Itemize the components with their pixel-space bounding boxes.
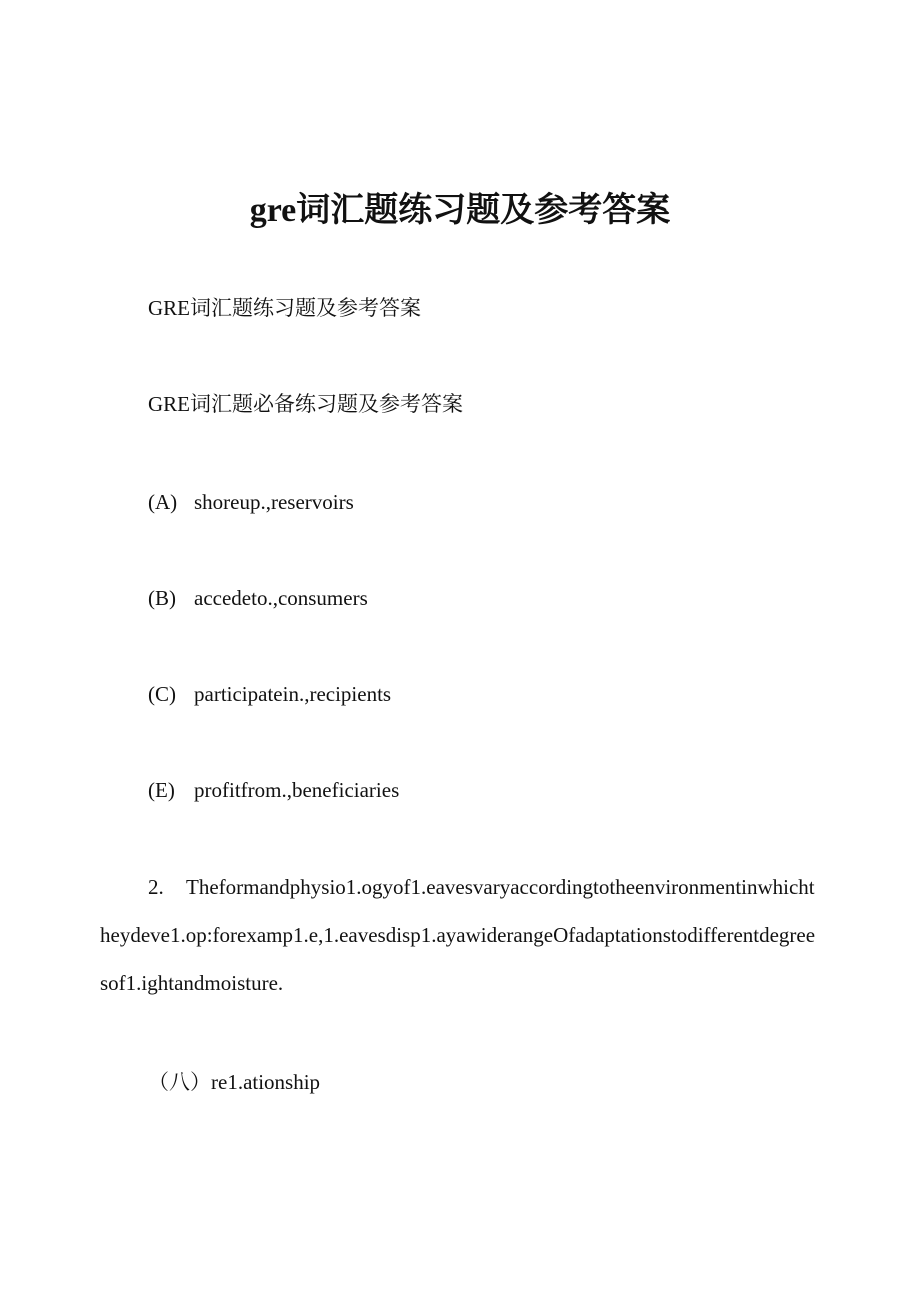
subtitle-line-2: GRE词汇题必备练习题及参考答案 <box>148 392 463 416</box>
option-label: (E) <box>148 778 175 802</box>
option-label: (B) <box>148 586 176 610</box>
option-label: (C) <box>148 682 176 706</box>
option-a <box>148 490 354 515</box>
question-number: 2. <box>148 875 164 899</box>
document-title: gre词汇题练习题及参考答案 <box>249 192 671 229</box>
option-text: profitfrom.,beneficiaries <box>194 778 400 802</box>
option-b <box>148 586 368 611</box>
answer-option-label: （八） <box>148 1070 211 1094</box>
option-text: shoreup.,reservoirs <box>194 490 354 514</box>
option-label: (A) <box>148 490 178 514</box>
question-2-paragraph <box>100 863 820 1007</box>
option-text: participatein.,recipients <box>194 682 392 706</box>
subtitle-line-1: GRE词汇题练习题及参考答案 <box>148 296 421 320</box>
option-text: accedeto.,consumers <box>194 586 368 610</box>
option-c <box>148 682 391 707</box>
answer-option-text: re1.ationship <box>211 1070 321 1094</box>
question-text: Theformandphysio1.ogyof1.eavesvaryaccordingtotheenvironmentinwhichtheydeve1.op:forexamp1.e,1.eavesdisp1.ayawiderangeOfadaptationstodifferentdegreesof1.ightandmoisture. <box>100 875 816 995</box>
option-e <box>148 778 399 803</box>
answer-option-line <box>148 1066 320 1096</box>
